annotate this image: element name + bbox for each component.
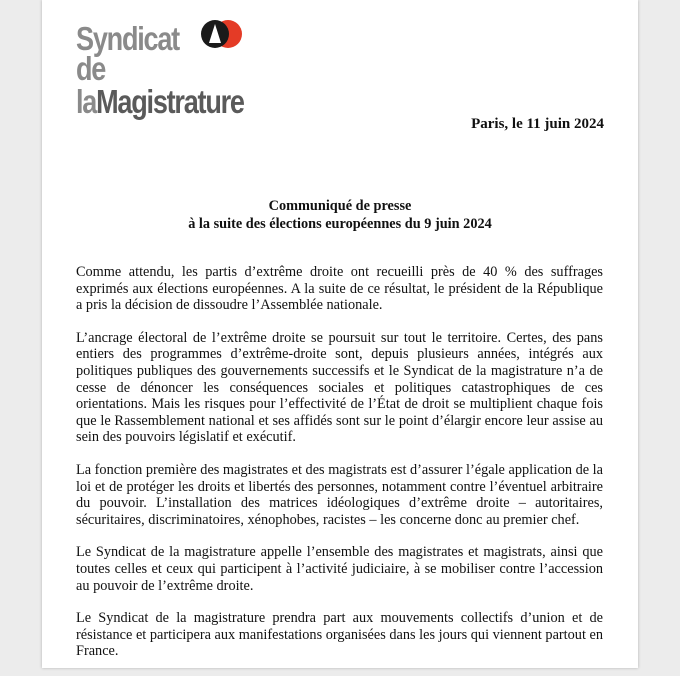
document-page — [42, 0, 638, 668]
paragraph: Le Syndicat de la magistrature prendra part aux mouvements collectifs d’union et de résistance et participera aux manifestations organisées dans les jours qui viennent partout en France. — [76, 610, 603, 660]
logo-mark-icon — [200, 18, 244, 54]
syndicat-logo — [76, 18, 276, 120]
paragraph: La fonction première des magistrates et des magistrats est d’assurer l’égale application de la loi et de protéger les droits et libertés des personnes, notamment contre l’éventuel arbitraire du pouvoir. L’installation des matrices idéologiques d’extrême droite – autoritaires, sécuritaires, discriminatoires, xénophobes, racistes – les concerne donc au premier chef. — [76, 461, 603, 528]
paragraph: Comme attendu, les partis d’extrême droite ont recueilli près de 40 % des suffrages exprimés aux élections européennes. A la suite de ce résultat, le président de la République a pris la décision de dissoudre l’Assemblée nationale. — [76, 264, 603, 314]
logo-line-2-main: Magistrature — [96, 83, 244, 120]
title-line-1: Communiqué de presse — [268, 198, 412, 214]
logo-line-2 — [76, 52, 244, 118]
title-line-2: à la suite des élections européennes du 9 juin 2024 — [188, 216, 492, 232]
document-title — [42, 197, 638, 233]
logo-line-1: Syndicat — [76, 20, 179, 57]
paragraph: Le Syndicat de la magistrature appelle l’ensemble des magistrates et magistrats, ainsi que toutes celles et ceux qui participent à l’activité judiciaire, à se mobiliser contre l’accession au pouvoir de l’extrême droite. — [76, 544, 603, 594]
logo-line-2-prefix: de la — [76, 50, 106, 120]
paragraph: L’ancrage électoral de l’extrême droite se poursuit sur tout le territoire. Certes, des pans entiers des programmes d’extrême-droite sont, depuis plusieurs années, intégrés aux politiques publiques des gouvernements successifs et le Syndicat de la magistrature n’a de cesse de dénoncer les conséquences sociales et politiques catastrophiques de ces orientations. Mais les risques pour l’effectivité de l’État de droit se multiplient chaque fois que le Rassemblement national et ses affidés sont sur le point d’élargir encore leur assise au sein des pouvoirs législatif et exécutif. — [76, 329, 603, 446]
document-date: Paris, le 11 juin 2024 — [471, 116, 604, 132]
document-body — [76, 264, 603, 676]
